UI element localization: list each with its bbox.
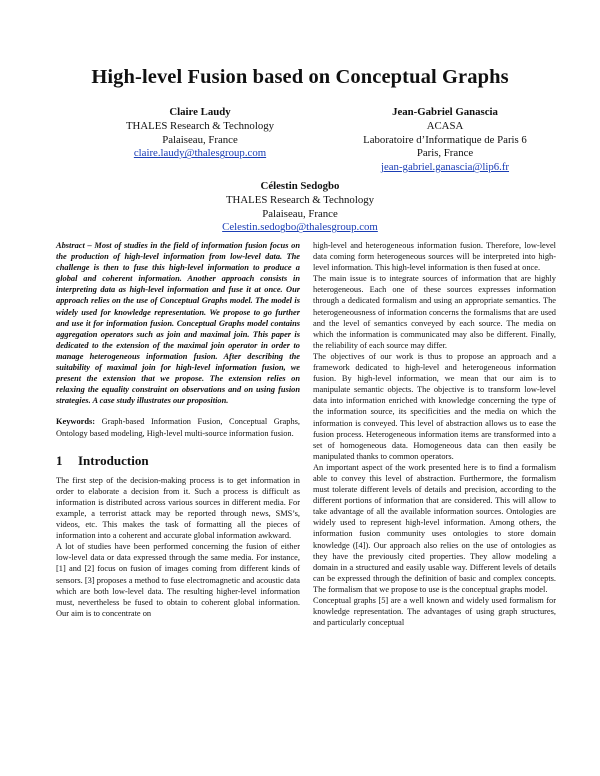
- author-block-ganascia: [330, 106, 560, 175]
- paragraph: The main issue is to integrate sources of information that are highly heterogeneous. Each one of these sources expresses information through a dedicated formalism and using an appropriate semantics. The heterogeneousness of information concerns the formalisms that are used and the level of semantics conveyed by each source. The media on which the information is communicated may also be different. Finally, the reliability of each source may differ.: [313, 274, 556, 350]
- author-block-sedogbo: [170, 180, 430, 235]
- author-affiliation: THALES Research & Technology: [125, 119, 275, 132]
- paper-title: High-level Fusion based on Conceptual Graphs: [91, 66, 509, 88]
- author-location: Palaiseau, France: [262, 207, 338, 220]
- paragraph: A lot of studies have been performed concerning the fusion of either low-level data or data expressed through the same media. For instance, [1] and [2] focus on fusion of images coming from different kinds of sensors. [3] proposes a method to fuse electromagnetic and acoustic data which are both low-level data. The resulting higher-level information must, nevertheless be fused to obtain to coherent global information. Our aim is to concentrate on: [56, 542, 300, 618]
- abstract: Abstract – Most of studies in the field of information fusion focus on the production of high-level information from low-level data. The challenge is then to fuse this high-level information to produce a global and coherent information. Another approach consists in interpreting data as high-level information and fuse it at once. Our approach relies on the use of Conceptual Graphs model. The model is widely used for knowledge representation. We propose to go further and use it for information fusion. Conceptual Graphs model contains aggregation operators such as join and maximal join. This paper is dedicated to the extension of the maximal join operator in order to manage heterogeneous information fusion. After describing the suitability of maximal join for high-level information fusion, we present the extension that we propose. The extension relies on relaxing the equality constraint on observations and on using fusion strategies. A case study illustrates our proposition.: [56, 241, 300, 406]
- paragraph: The first step of the decision-making process is to get information in order to elaborate a decision from it. Such a process is difficult as information is distributed across various sources in different media. For example, a terrorist attack may be reported through news, SMS’s, videos, etc. This makes the task of formatting all the pieces of information into a coherent and accurate global information awkward.: [56, 475, 300, 541]
- keywords: [56, 416, 300, 438]
- section-number: 1: [56, 452, 63, 468]
- paragraph: high-level and heterogeneous information fusion. Therefore, low-level data coming form heterogeneous sources will be interpreted into high-level information. This high-level information is then fused at once.: [313, 241, 556, 273]
- author-email-link[interactable]: Celestin.sedogbo@thalesgroup.com: [222, 221, 378, 234]
- author-block-laudy: [100, 106, 300, 161]
- paragraph: Conceptual graphs [5] are a well known and widely used formalism for knowledge representation. The advantages of using graph structures, and particularly conceptual: [313, 596, 556, 628]
- keywords-text: Graph-based Information Fusion, Conceptual Graphs, Ontology based modeling, High-level multi-source information fusion.: [56, 417, 300, 438]
- author-location: Paris, France: [416, 147, 474, 160]
- author-email-link[interactable]: jean-gabriel.ganascia@lip6.fr: [380, 161, 510, 174]
- author-affiliation: ACASA: [426, 119, 464, 132]
- paragraph: An important aspect of the work presented here is to find a formalism able to convey this level of abstraction. Furthermore, the formalism must tolerate different levels of details and precision, according to the different portions of information that are considered. This will allow to take advantage of all the available information sources. Ontologies are widely used to represent high-level information. Among others, the information fusion community uses ontologies to store domain knowledge ([4]). Our approach also relies on the use of ontologies as they have the previously cited properties. They allow modeling a domain in a structured and easily usable way. Different levels of details can be expressed through the definition of basic and complex concepts. The formalism that we propose to use is the conceptual graphs model.: [313, 462, 556, 594]
- left-column: [56, 240, 300, 619]
- section-heading-introduction: [56, 452, 300, 468]
- author-affiliation: THALES Research & Technology: [225, 193, 375, 206]
- author-affiliation-lab: Laboratoire d’Informatique de Paris 6: [363, 133, 527, 146]
- author-name: Jean-Gabriel Ganascia: [392, 106, 498, 118]
- paragraph: The objectives of our work is thus to propose an approach and a framework dedicated to high-level and heterogeneous information fusion. By high-level information, we mean that our aim is to manipulate semantic objects. The objective is to transform low-level data into information enriched with knowledge concerning the type of the information source, its specificities and the media on which the information is conveyed. This level of abstraction allows us to ease the fusion process. Heterogeneous information items are transformed into a set of homogeneous data. Homogeneous data can then easily be manipulated thanks to common operators.: [313, 351, 556, 461]
- section-title: Introduction: [78, 452, 149, 468]
- author-name: Claire Laudy: [169, 106, 231, 118]
- author-location: Palaiseau, France: [162, 133, 238, 146]
- right-column: [313, 240, 556, 628]
- keywords-label: Keywords:: [56, 417, 96, 427]
- author-name: Célestin Sedogbo: [260, 180, 340, 192]
- author-email-link[interactable]: claire.laudy@thalesgroup.com: [133, 147, 267, 160]
